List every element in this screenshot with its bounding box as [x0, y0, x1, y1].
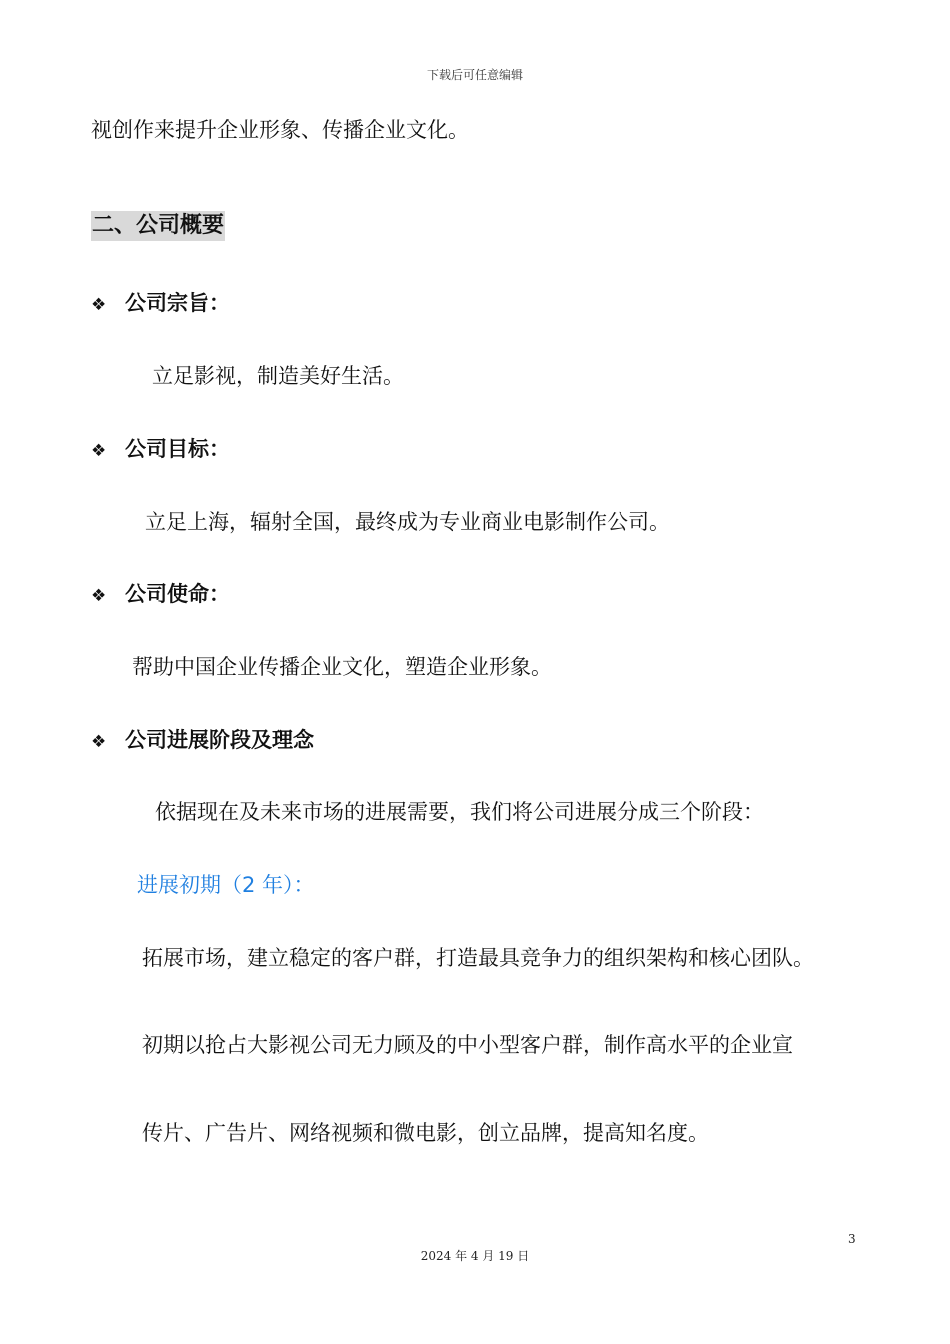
goal-text: 立足上海，辐射全国，最终成为专业商业电影制作公司。 [145, 510, 670, 534]
diamond-bullet-icon: ❖ [91, 441, 107, 461]
diamond-bullet-icon: ❖ [91, 295, 107, 315]
stages-label: 公司进展阶段及理念 [125, 728, 314, 752]
phase1-line-3: 传片、广告片、网络视频和微电影，创立品牌，提高知名度。 [142, 1121, 709, 1145]
phase1-line-2: 初期以抢占大影视公司无力顾及的中小型客户群，制作高水平的企业宣 [142, 1033, 793, 1057]
mission-text: 帮助中国企业传播企业文化，塑造企业形象。 [132, 655, 552, 679]
diamond-bullet-icon: ❖ [91, 586, 107, 606]
purpose-text: 立足影视，制造美好生活。 [152, 364, 404, 388]
diamond-bullet-icon: ❖ [91, 732, 107, 752]
stages-intro: 依据现在及未来市场的进展需要，我们将公司进展分成三个阶段： [155, 800, 764, 824]
phase1-heading: 进展初期（2 年）： [137, 873, 315, 897]
intro-tail-paragraph: 视创作来提升企业形象、传播企业文化。 [91, 118, 469, 142]
mission-bullet [91, 580, 230, 610]
purpose-bullet [91, 289, 230, 319]
stages-bullet [91, 726, 314, 756]
phase1-line-1: 拓展市场，建立稳定的客户群，打造最具竞争力的组织架构和核心团队。 [142, 946, 814, 970]
goal-label: 公司目标： [125, 437, 230, 461]
header-note: 下载后可任意编辑 [426, 68, 523, 82]
mission-label: 公司使命： [125, 582, 230, 606]
purpose-label: 公司宗旨： [125, 291, 230, 315]
page-number: 3 [848, 1232, 856, 1246]
footer-date: 2024 年 4 月 19 日 [420, 1249, 530, 1263]
goal-bullet [91, 435, 230, 465]
section-heading: 二、公司概要 [91, 211, 225, 241]
